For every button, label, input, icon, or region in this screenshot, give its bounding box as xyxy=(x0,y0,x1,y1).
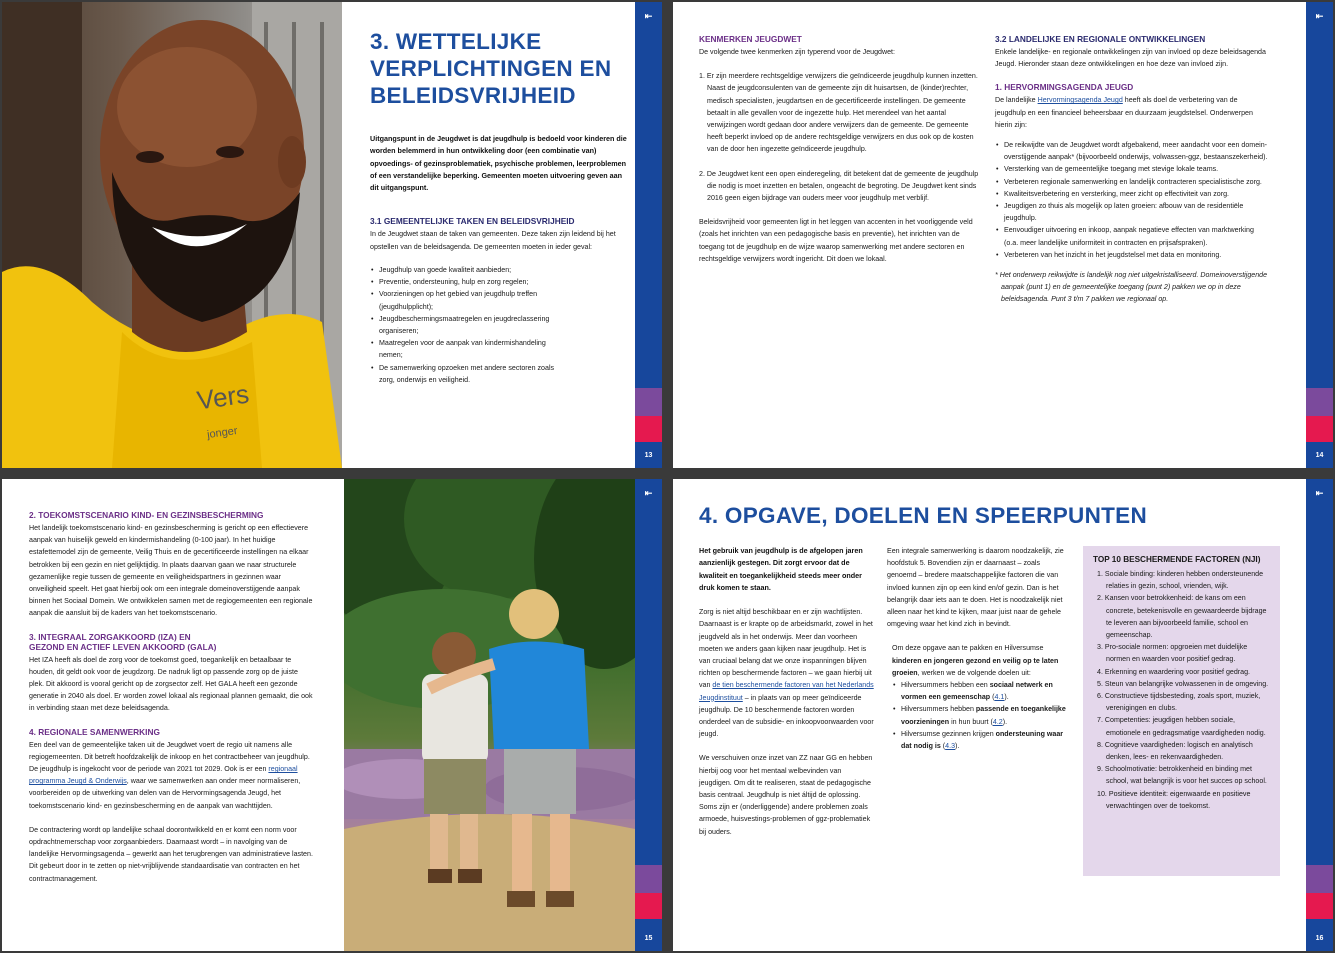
goal-item: • Hilversumse gezinnen krijgen ondersteuning waar dat nodig is (4.3). xyxy=(892,728,1067,752)
list-item: 1. Er zijn meerdere rechtsgeldige verwijzers die geïndiceerde jeugdhulp kunnen inzetten. Naast de jeugdconsulenten van de gemeente zijn dit huisartsen, de (kinder)rechter, medisch specialisten, jeugdartsen en de gecertificeerde instellingen. De gemeente betaalt in alle gevallen voor de ingezette hulp. Het merendeel van het aantal verwijzingen wordt gedaan door andere verwijzers dan de gemeente. De gemeente heeft beperkt invloed op de andere rechtsgeldige verwijzers en dus ook op de kosten van de door hen ingezette geïndiceerde jeugdhulp. xyxy=(699,72,978,154)
title-line: 3. WETTELIJKE xyxy=(370,29,542,54)
side-strip xyxy=(1306,479,1333,951)
page16-column-2 xyxy=(887,545,1067,752)
text-run: ). xyxy=(1004,693,1009,702)
side-strip xyxy=(1306,2,1333,468)
text-run: Hilversumse gezinnen krijgen xyxy=(901,729,996,738)
page13-content xyxy=(370,28,632,386)
text-run: ). xyxy=(1002,717,1008,726)
strip-red-block xyxy=(1306,893,1333,919)
goal-ref-link[interactable]: 4.2 xyxy=(992,717,1003,726)
list-item: • Jeugdigen zo thuis als mogelijk op laten groeien: afbouw van de residentiële jeugdhulp. xyxy=(995,200,1270,224)
text-run-bold: passende en toegankelijke voorzieningen xyxy=(901,705,1066,726)
text-run: heeft als doel de verbetering van de jeugdhulp en een financieel beheersbaar en duurzaam jeugdstelsel. Onderwerpen hierin zijn: xyxy=(995,96,1253,129)
text-run: , waar we samenwerken aan onder meer normaliseren, voorbereiden op de uitwerking van delen van de Hervormingsagenda Jeugd, het toekomstscenario kind- en gezinsbescherming en de aanpak van wachttijden. xyxy=(29,777,301,810)
chapter-title xyxy=(370,28,632,109)
section-heading: 4. REGIONALE SAMENWERKING xyxy=(29,726,160,737)
section-heading: 3. INTEGRAAL ZORGAKKOORD (IZA) EN xyxy=(29,631,191,642)
factor-item: 4. Erkenning en waardering voor positief gedrag. xyxy=(1097,667,1251,676)
closing-text: Beleidsvrijheid voor gemeenten ligt in het leggen van accenten in het voorliggende veld (zoals het inrichten van een pedagogische basis en preventie), het inrichten van de toegang tot de jeugdhulp en de wijze waarop samenwerking met andere sectoren en rechtsgeldige verwijzers wordt ingericht. Dit doen we lokaal. xyxy=(699,218,973,263)
list-item: • De reikwijdte van de Jeugdwet wordt afgebakend, meer aandacht voor een domein-overstijgende aanpak* (bijvoorbeeld onderwijs, volwassen-ggz, bestaanszekerheid). xyxy=(995,139,1270,163)
page15-text-column xyxy=(29,510,314,885)
page16-column-1 xyxy=(699,545,874,838)
strip-red-block xyxy=(635,893,662,919)
ontwikkelingen-column xyxy=(995,34,1270,306)
two-boys-walking-illustration xyxy=(344,479,635,951)
section-heading: KENMERKEN JEUGDWET xyxy=(699,34,802,44)
list-item: 2. De Jeugdwet kent een open einderegeling, dit betekent dat de gemeente de jeugdhulp die nodig is moet inzetten en betalen, ongeacht de begroting. De Jeugdwet kent sinds 2016 geen eigen bijdrage van ouders meer voor jeugdhulp met verblijf. xyxy=(699,169,979,203)
jeugdwet-column xyxy=(699,34,979,265)
text-run: in hun buurt ( xyxy=(949,717,993,726)
list-item: • De samenwerking opzoeken met andere sectoren zoals zorg, onderwijs en veiligheid. xyxy=(370,362,562,386)
home-icon[interactable]: ⇤ xyxy=(1315,488,1324,498)
section-heading: 3.2 LANDELIJKE EN REGIONALE ONTWIKKELINGEN xyxy=(995,34,1206,44)
intro-text: Enkele landelijke- en regionale ontwikkelingen zijn van invloed op deze beleidsagenda Jeugd. Hieronder staan deze ontwikkelingen en hoe deze van invloed zijn. xyxy=(995,48,1266,69)
text-run: Hilversummers hebben een xyxy=(901,681,990,690)
tasks-list xyxy=(370,264,562,386)
side-strip xyxy=(635,2,662,468)
page-number: 14 xyxy=(1315,452,1324,459)
section-heading: GEZOND EN ACTIEF LEVEN AKKOORD (GALA) xyxy=(29,641,217,652)
page-16 xyxy=(673,479,1333,951)
goal-ref-link[interactable]: 4.1 xyxy=(994,693,1005,702)
children-photo xyxy=(344,479,635,951)
strip-purple-block xyxy=(1306,388,1333,416)
section-text: Het landelijk toekomstscenario kind- en gezinsbescherming is gericht op een effectievere aanpak van huiselijk geweld en kindermishandeling (0-100 jaar). In het huidige estafettemodel zijn de gemeente, Veilig Thuis en de gecertificeerde instellingen na elkaar betrokken bij een gezin en niet gelijktijdig. In plaats daarvan gaan we naar structurele gezamenlijke regie tussen de gemeente en veiligheidspartners in gezinnen waar onveiligheid speelt. Het gaat hierbij ook om een integrale domeinoverstijgende aanpak binnen het Sociaal Domein. We ontwikkelen samen met de regiogemeenten een regionale aanpak die aansluit bij de kaders van het toekomstscenario. xyxy=(29,524,313,618)
paragraph: We verschuiven onze inzet van ZZ naar GG en hebben hierbij oog voor het mentaal welbevinden van jeugdigen. Om dit te realiseren, staat de pedagogische basis centraal. Jeugdhulp is niet áltijd de oplossing. Soms zijn er (onderliggende) andere problemen zoals armoede, huisvestings-problemen of ggz-problematiek bij ouders. xyxy=(699,754,873,836)
section-text: De contractering wordt op landelijke schaal doorontwikkeld en er komt een norm voor opdrachtnemerschap voor zorgaanbieders. Daarnaast wordt – in navolging van de landelijke Hervormingsagenda – gewerkt aan het terugbrengen van administratieve lasten. Dit gebeurt door in te zetten op niet-vrijblijvende standaardisatie van contracten en het contractmanagement. xyxy=(29,825,313,883)
factor-item: 7. Competenties: jeugdigen hebben sociale, emotionele en gedragsmatige vaardigheden nodig. xyxy=(1097,716,1266,737)
regionaal-programma-link[interactable]: regionaal programma Jeugd & Onderwijs xyxy=(29,765,298,786)
section-text xyxy=(29,739,314,812)
list-item: • Versterking van de gemeentelijke toegang met stevige lokale teams. xyxy=(995,163,1270,175)
top10-box xyxy=(1083,546,1280,876)
list-item: • Maatregelen voor de aanpak van kindermishandeling nemen; xyxy=(370,337,562,361)
section-heading: 3.1 GEMEENTELIJKE TAKEN EN BELEIDSVRIJHEID xyxy=(370,216,575,227)
text-run-bold: sociaal netwerk en vormen een gemeenschap xyxy=(901,681,1053,702)
list-item: • Preventie, ondersteuning, hulp en zorg regelen; xyxy=(370,276,562,288)
shirt-logo-subtext: jonger xyxy=(206,424,239,442)
strip-purple-block xyxy=(635,865,662,893)
shirt-logo-text: Vers xyxy=(195,378,251,416)
strip-purple-block xyxy=(635,388,662,416)
text-run: ). xyxy=(955,742,960,751)
title-line: BELEIDSVRIJHEID xyxy=(370,83,576,108)
intro-text: De volgende twee kenmerken zijn typerend voor de Jeugdwet: xyxy=(699,48,895,56)
text-run: – in plaats van op meer geïndiceerde jeugdhulp. De 10 beschermende factoren worden onderdeel van de subsidie- en inkoopvoorwaarden voor jeugd. xyxy=(699,693,874,739)
page-15 xyxy=(2,479,662,951)
factor-item: 10. Positieve identiteit: eigenwaarde en positieve verwachtingen over de toekomst. xyxy=(1097,789,1251,810)
strip-purple-block xyxy=(1306,865,1333,893)
strip-red-block xyxy=(1306,416,1333,442)
hervormingsagenda-link[interactable]: Hervormingsagenda Jeugd xyxy=(1037,96,1123,105)
text-run: Hilversummers hebben xyxy=(901,705,976,714)
strip-red-block xyxy=(635,416,662,442)
sub-heading: 1. HERVORMINGSAGENDA JEUGD xyxy=(995,82,1134,93)
factors-list xyxy=(1093,568,1270,812)
nji-factoren-link[interactable]: de tien beschermende factoren van het Nederlands Jeugdinstituut xyxy=(699,681,874,702)
goal-ref-link[interactable]: 4.3 xyxy=(945,742,956,751)
chapter-title: 4. OPGAVE, DOELEN EN SPEERPUNTEN xyxy=(699,503,1148,528)
section-text: Het IZA heeft als doel de zorg voor de toekomst goed, toegankelijk en betaalbaar te houden, dit geldt ook voor de jeugdzorg. De nadruk ligt op passende zorg op de juiste plek. Dit akkoord is vooral gericht op de zorgsector zelf. Het GALA heeft een gezonde generatie in 2040 als doel. Er worden zowel lokaal als regionaal plannen gemaakt, die ook in verbinding staan met deze beleidsagenda. xyxy=(29,655,313,713)
factor-item: 5. Steun van belangrijke volwassenen in de omgeving. xyxy=(1097,679,1269,688)
list-item: • Jeugdhulp van goede kwaliteit aanbieden; xyxy=(370,264,562,276)
goals-list xyxy=(887,679,1067,752)
text-run: Een deel van de gemeentelijke taken uit de Jeugdwet voert de regio uit namens alle regiogemeenten. Dit betreft hoofdzakelijk de inkoop en het contractbeheer van jeugdhulp. De jeugdhulp is ingekocht voor de periode van 2021 tot 2029. Ook is er een xyxy=(29,740,310,774)
home-icon[interactable]: ⇤ xyxy=(1315,11,1324,21)
box-title: TOP 10 BESCHERMENDE FACTOREN (NJI) xyxy=(1093,555,1261,564)
side-strip xyxy=(635,479,662,951)
factor-item: 1. Sociale binding: kinderen hebben ondersteunende relaties in gezin, school, vrienden, wijk. xyxy=(1097,570,1264,591)
list-item: • Jeugdbeschermingsmaatregelen en jeugdreclassering organiseren; xyxy=(370,313,562,337)
text-run: De landelijke xyxy=(995,96,1038,105)
text-run: Zorg is niet altijd beschikbaar en er zijn wachtlijsten. Daarnaast is er krapte op de arbeidsmarkt, zowel in het jeugdveld als in het onderwijs. Meer dan voorheen moeten we anders gaan kijken naar jeugdhulp. Het is van cruciaal belang dat we onze inspanningen blijven richten op beschermende factoren – we gaan hierbij uit van xyxy=(699,608,873,690)
factor-item: 3. Pro-sociale normen: opgroeien met duidelijke normen en waarden voor positief gedrag. xyxy=(1097,643,1248,664)
footnote: * Het onderwerp reikwijdte is landelijk nog niet uitgekristalliseerd. Domeinoverstijgende aanpak (punt 1) en de gemeentelijke toegang (punt 2) pakken we op in deze beleidsagenda. Punt 3 t/m 7 pakken we regionaal op. xyxy=(995,271,1268,304)
text-run-bold: kinderen en jongeren gezond en veilig op te laten groeien xyxy=(892,656,1059,677)
text-run-bold: ondersteuning waar dat nodig is xyxy=(901,729,1064,751)
page-number: 13 xyxy=(644,452,653,459)
section-text: In de Jeugdwet staan de taken van gemeenten. Deze taken zijn leidend bij het opstellen van de beleidsagenda. De gemeenten moeten in ieder geval: xyxy=(370,230,616,251)
factor-item: 2. Kansen voor betrokkenheid: de kans om een concrete, betekenisvolle en gewaardeerde bijdrage te leveren aan bijvoorbeeld familie, school en gemeenschap. xyxy=(1097,594,1267,640)
page-number: 16 xyxy=(1315,935,1324,942)
list-item: • Voorzieningen op het gebied van jeugdhulp treffen (jeugdhulpplicht); xyxy=(370,288,562,312)
portrait-photo xyxy=(2,2,342,468)
page-number: 15 xyxy=(644,935,653,942)
text-run: Om deze opgave aan te pakken en Hilversumse xyxy=(892,644,1044,653)
text-run: , werken we de volgende doelen uit: xyxy=(917,668,1031,677)
goal-item xyxy=(892,703,1067,727)
intro-lead: Uitgangspunt in de Jeugdwet is dat jeugdhulp is bedoeld voor kinderen die worden belemmerd in hun ontwikkeling door (een combinatie van) opvoedings- of gezinsproblematiek, psychische problemen, leerproblemen of een verstandelijke beperking. Gemeenten moeten uitvoering geven aan dit uitgangspunt. xyxy=(370,134,627,193)
intro-lead: Het gebruik van jeugdhulp is de afgelopen jaren aanzienlijk gestegen. Dit zorgt ervoor dat de kwaliteit en toegankelijkheid steeds meer onder druk komen te staan. xyxy=(699,546,863,592)
factor-item: 6. Constructieve tijdsbesteding, zoals sport, muziek, verenigingen en clubs. xyxy=(1097,692,1261,713)
paragraph xyxy=(887,642,1067,679)
page-14 xyxy=(673,2,1333,468)
list-item: • Eenvoudiger uitvoering en inkoop, aanpak negatieve effecten van marktwerking (o.a. meer landelijke uniformiteit in contracten en prijsafspraken). xyxy=(995,224,1270,248)
factor-item: 9. Schoolmotivatie: betrokkenheid en binding met school, wat belangrijk is voor het succes op school. xyxy=(1097,765,1267,786)
list-item: • Kwaliteitsverbetering en versterking, meer zicht op effectiviteit van zorg. xyxy=(995,188,1270,200)
topics-list xyxy=(995,139,1270,261)
paragraph: Een integrale samenwerking is daarom noodzakelijk, zie hoofdstuk 5. Bovendien zijn er daarnaast – zoals genoemd – bredere maatschappelijke factoren die van invloed kunnen zijn op een kind en/of gezin. Dan is het belangrijk daar iets aan te doen. Het is noodzakelijk niet alleen naar het kind te kijken, maar juist naar de gehele omgeving waar het kind zich in bevindt. xyxy=(887,547,1064,629)
page-13 xyxy=(2,2,662,468)
paragraph xyxy=(699,606,874,740)
title-line: VERPLICHTINGEN EN xyxy=(370,56,612,81)
home-icon[interactable]: ⇤ xyxy=(644,11,653,21)
sub-text xyxy=(995,94,1270,131)
section-heading: 2. TOEKOMSTSCENARIO KIND- EN GEZINSBESCHERMING xyxy=(29,510,264,520)
home-icon[interactable]: ⇤ xyxy=(644,488,653,498)
smiling-man-illustration xyxy=(2,2,342,468)
goal-item: • Hilversummers hebben een sociaal netwerk en vormen een gemeenschap (4.1). xyxy=(892,679,1067,703)
factor-item: 8. Cognitieve vaardigheden: logisch en analytisch denken, lees- en rekenvaardigheden. xyxy=(1097,740,1253,762)
list-item: • Verbeteren van het inzicht in het jeugdstelsel met data en monitoring. xyxy=(995,249,1270,261)
list-item: • Verbeteren regionale samenwerking en landelijk contracteren specialistische zorg. xyxy=(995,176,1270,188)
